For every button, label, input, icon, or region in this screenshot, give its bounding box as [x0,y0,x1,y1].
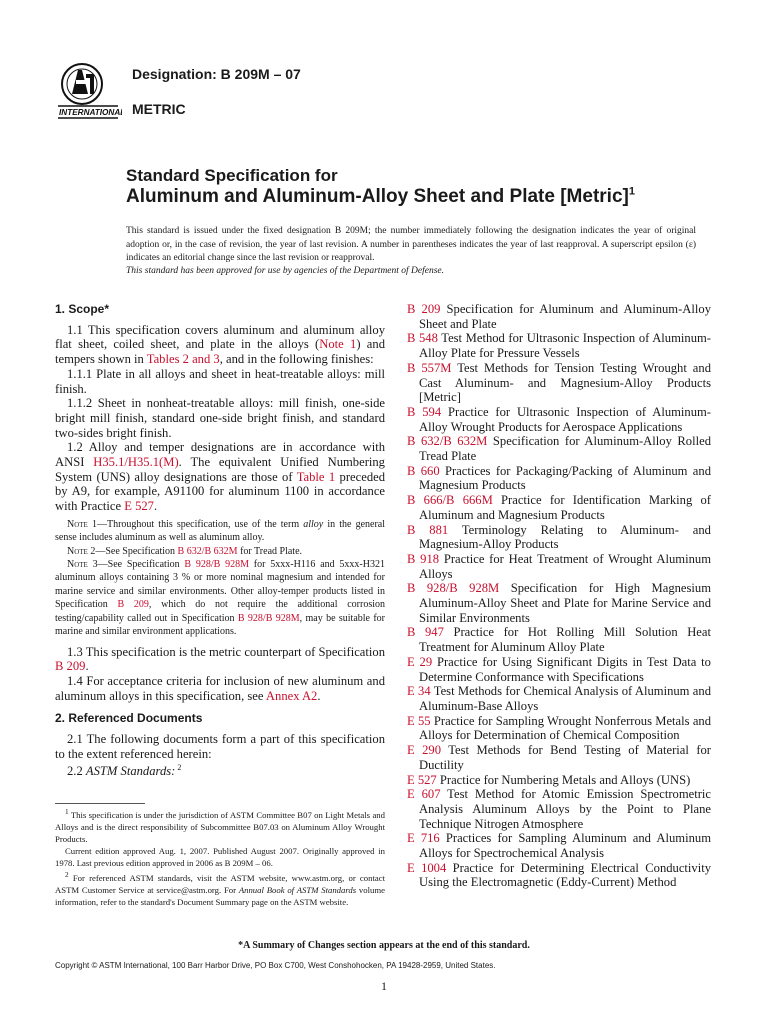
reference-code-link[interactable]: B 660 [407,463,440,478]
reference-code-link[interactable]: E 34 [407,684,431,699]
left-column [55,302,385,779]
title-prefix: Standard Specification for [126,166,338,185]
reference-title: Practice for Heat Treatment of Wrought Aluminum Alloys [419,551,711,581]
note-1: Note 1—Throughout this specification, use of the term alloy in the general sense includes aluminum as well as aluminum alloy. [55,518,385,544]
reference-code-link[interactable]: E 607 [407,787,441,802]
footnote-1-approval: Current edition approved Aug. 1, 2007. Published August 2007. Originally approved in 1978. Last previous edition approved in 2006 as B 209M – 06. [55,845,385,868]
link-note-1[interactable]: Note 1 [319,337,357,352]
reference-item [407,434,711,463]
link-annex-a2[interactable]: Annex A2 [265,688,318,703]
reference-title: Practice for Ultrasonic Inspection of Aluminum-Alloy Wrought Products for Aerospace Applications [419,404,711,434]
copyright: Copyright © ASTM International, 100 Barr Harbor Drive, PO Box C700, West Conshohocken, PA 19428-2959, United States. [55,961,496,970]
footnotes [55,806,385,908]
page-number: 1 [381,979,387,993]
reference-code-link[interactable]: B 918 [407,551,440,566]
reference-title: Practices for Packaging/Packing of Aluminum and Magnesium Products [419,463,711,493]
reference-item [407,625,711,654]
reference-item [407,773,711,788]
reference-item [407,493,711,522]
reference-item [407,861,711,890]
reference-title: Specification for High Magnesium Aluminum-Alloy Sheet and Plate for Marine Service and Similar Environments [419,581,712,625]
title-text: Aluminum and Aluminum-Alloy Sheet and Plate [Metric] [126,186,629,207]
link-tables-2-3[interactable]: Tables 2 and 3 [146,352,220,367]
reference-item [407,552,711,581]
paragraph-1-1: 1.1 This specification covers aluminum and aluminum alloy flat sheet, coiled sheet, and plate in the alloys (Note 1) and tempers shown in Tables 2 and 3, and in the following finishes: [55,322,385,367]
note-2: Note 2—See Specification B 632/B 632M for Tread Plate. [67,545,303,557]
reference-title: Terminology Relating to Aluminum- and Magnesium-Alloy Products [419,522,711,552]
reference-code-link[interactable]: E 716 [407,831,440,846]
reference-title: Practices for Sampling Aluminum and Aluminum Alloys for Spectrochemical Analysis [419,831,711,861]
link-b928-a[interactable]: B 928/B 928M [184,559,249,571]
reference-item [407,714,711,743]
reference-item [407,743,711,772]
reference-code-link[interactable]: E 55 [407,713,431,728]
astm-logo [58,60,122,122]
footnote-divider [55,803,145,804]
link-b209-note[interactable]: B 209 [117,599,149,611]
reference-item [407,331,711,360]
reference-item [407,831,711,860]
reference-title: Practice for Hot Rolling Mill Solution Heat Treatment for Aluminum Alloy Plate [419,625,711,655]
reference-item [407,655,711,684]
reference-title: Specification for Aluminum and Aluminum-Alloy Sheet and Plate [419,302,711,331]
reference-title: Test Methods for Bend Testing of Material for Ductility [419,743,712,772]
reference-code-link[interactable]: E 290 [407,743,442,758]
logo-wordmark: INTERNATIONAL [59,108,122,117]
reference-title: Practice for Numbering Metals and Alloys (UNS) [436,772,691,787]
reference-title: Practice for Using Significant Digits in Test Data to Determine Conformance with Specifications [419,654,711,684]
issue-notice: This standard is issued under the fixed designation B 209M; the number immediately following the designation indicates the year of original adoption or, in the case of revision, the year of last revision. A number in parentheses indicates the year of last reapproval. A superscript epsilon (ε) indicates an editorial change since the last revision or reapproval. [126,226,696,264]
dod-notice: This standard has been approved for use by agencies of the Department of Defense. [126,266,445,276]
reference-item [407,302,711,331]
reference-code-link[interactable]: E 527 [407,772,437,787]
metric-label: METRIC [132,101,186,117]
reference-title: Practice for Determining Electrical Conductivity Using the Electromagnetic (Eddy-Current) Method [419,860,712,890]
link-e527[interactable]: E 527 [124,499,154,514]
reference-item [407,581,711,625]
link-b928-b[interactable]: B 928/B 928M [237,612,300,624]
notes-block [55,518,385,639]
reference-code-link[interactable]: B 928/B 928M [407,581,500,596]
reference-code-link[interactable]: B 209 [407,302,441,316]
paragraph-2-2: 2.2 ASTM Standards: $^2$ [67,763,182,779]
reference-item [407,787,711,831]
section-heading-referenced: 2. Referenced Documents [55,711,203,726]
reference-code-link[interactable]: E 29 [407,654,433,669]
reference-title: Test Method for Atomic Emission Spectrometric Analysis Aluminum Alloys by the Point to Plane Technique Nitrogen Atmosphere [419,787,711,831]
footnote-1: $^1$ This specification is under the jurisdiction of ASTM Committee B07 on Light Metals and Alloys and is the direct responsibility of Subcommittee B07.03 on Aluminum Alloy Wrought Products. [55,808,385,844]
right-column [407,302,711,890]
footnote-2: $^2$ For referenced ASTM standards, visit the ASTM website, www.astm.org, or contact ASTM Customer Service at service@astm.org. For Annual Book of ASTM Standards volume information, refer to the standard's Document Summary page on the ASTM website. [55,870,385,907]
reference-item [407,523,711,552]
reference-list [407,302,711,890]
link-table-1[interactable]: Table 1 [296,469,336,484]
paragraph-1-1-2: 1.1.2 Sheet in nonheat-treatable alloys: mill finish, one-side bright mill finish, standard one-side bright finish, and standard two-sides bright finish. [55,396,385,440]
link-b632[interactable]: B 632/B 632M [177,545,238,557]
astm-logo-icon [58,60,122,122]
paragraph-2-1: 2.1 The following documents form a part of this specification to the extent referenced herein: [55,732,385,761]
reference-item [407,464,711,493]
reference-code-link[interactable]: B 947 [407,625,444,640]
reference-code-link[interactable]: E 1004 [407,860,447,875]
document-title [126,186,635,208]
paragraph-1-4: 1.4 For acceptance criteria for inclusion of new aluminum and aluminum alloys in this specification, see Annex A2. [55,673,385,703]
title-footnote-mark: 1 [628,185,635,198]
summary-of-changes-note: *A Summary of Changes section appears at the end of this standard. [238,940,530,951]
reference-title: Test Method for Ultrasonic Inspection of Aluminum-Alloy Plate for Pressure Vessels [419,331,711,361]
section-heading-scope: 1. Scope* [55,302,110,316]
reference-code-link[interactable]: B 548 [407,331,438,346]
reference-code-link[interactable]: B 632/B 632M [407,434,488,449]
reference-title: Test Methods for Chemical Analysis of Aluminum and Aluminum-Base Alloys [419,684,711,713]
reference-item [407,684,711,713]
paragraph-1-2: 1.2 Alloy and temper designations are in accordance with ANSI H35.1/H35.1(M). The equivalent Unified Numbering System (UNS) alloy designations are those of Table 1 preceded by A9, for example, A91100 for aluminum 1100 in accordance with Practice E 527. [55,440,385,514]
paragraph-1-3: 1.3 This specification is the metric counterpart of Specification B 209. [55,644,385,674]
reference-code-link[interactable]: B 594 [407,404,442,419]
reference-title: Specification for Aluminum-Alloy Rolled Tread Plate [419,434,711,464]
reference-item [407,405,711,434]
reference-title: Practice for Sampling Wrought Nonferrous Metals and Alloys for Determination of Chemical Composition [419,713,712,743]
reference-title: Practice for Identification Marking of Aluminum and Magnesium Products [419,493,712,522]
reference-code-link[interactable]: B 881 [407,522,449,537]
designation: Designation: B 209M – 07 [132,66,301,82]
link-ansi-h35[interactable]: H35.1/H35.1(M) [93,455,179,470]
reference-title: Test Methods for Tension Testing Wrought and Cast Aluminum- and Magnesium-Alloy Products [Metric] [419,360,711,405]
reference-item [407,361,711,405]
reference-code-link[interactable]: B 666/B 666M [407,493,493,508]
paragraph-1-1-1: 1.1.1 Plate in all alloys and sheet in heat-treatable alloys: mill finish. [55,366,385,396]
note-3: Note 3—See Specification B 928/B 928M for 5xxx-H116 and 5xxx-H321 aluminum alloys containing 3 % or more nominal magnesium and intended for marine service and similar environments. Other alloy-temper products listed in Specification B 209, which do not require the additional corrosion testing/capability called out in Specification B 928/B 928M, may be suitable for marine and similar environment applications. [55,559,386,638]
reference-code-link[interactable]: B 557M [407,360,452,375]
link-b209[interactable]: B 209 [55,659,86,674]
